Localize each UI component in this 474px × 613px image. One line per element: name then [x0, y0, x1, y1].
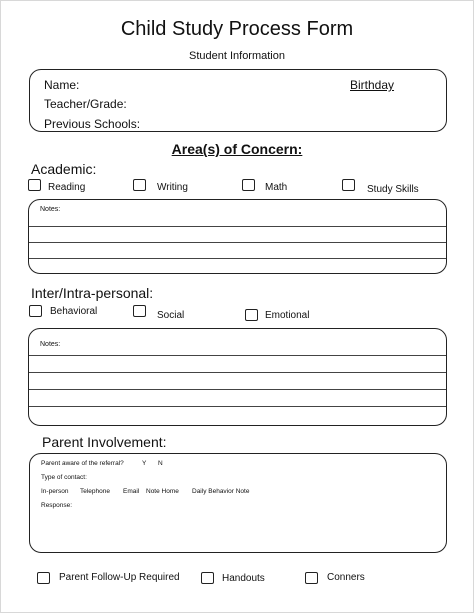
math-label: Math — [265, 182, 288, 193]
social-label: Social — [157, 310, 185, 321]
social-checkbox[interactable] — [133, 305, 146, 317]
follow-up-label: Parent Follow-Up Required — [59, 572, 180, 583]
math-checkbox[interactable] — [242, 179, 255, 191]
emotional-label: Emotional — [265, 310, 310, 321]
parent-involvement-box[interactable] — [29, 453, 447, 553]
concern-heading: Area(s) of Concern: — [171, 141, 303, 157]
previous-schools-label: Previous Schools: — [44, 117, 141, 131]
parent-aware-no[interactable]: N — [158, 460, 163, 467]
writing-checkbox[interactable] — [133, 179, 146, 191]
name-label: Name: — [44, 78, 80, 92]
interpersonal-notes-line — [29, 355, 446, 356]
parent-aware-yes[interactable]: Y — [142, 460, 147, 467]
form-title: Child Study Process Form — [120, 18, 354, 40]
interpersonal-notes-line — [29, 406, 446, 407]
form-subtitle: Student Information — [188, 50, 285, 62]
interpersonal-notes-line — [29, 372, 446, 373]
conners-checkbox[interactable] — [305, 572, 318, 584]
contact-in-person: In-person — [41, 488, 69, 495]
study-skills-label: Study Skills — [367, 184, 419, 195]
academic-notes-box[interactable] — [28, 199, 447, 274]
academic-heading: Academic: — [31, 161, 97, 177]
handouts-label: Handouts — [222, 573, 265, 584]
academic-notes-line — [29, 258, 446, 259]
contact-telephone: Telephone — [80, 488, 110, 495]
behavioral-checkbox[interactable] — [29, 305, 42, 317]
birthday-label: Birthday — [350, 78, 395, 92]
academic-notes-line — [29, 226, 446, 227]
study-skills-checkbox[interactable] — [342, 179, 355, 191]
contact-daily-behavior-note: Daily Behavior Note — [192, 488, 250, 495]
parent-heading: Parent Involvement: — [42, 434, 167, 450]
academic-notes-line — [29, 242, 446, 243]
teacher-grade-label: Teacher/Grade: — [44, 97, 127, 111]
interpersonal-notes-line — [29, 389, 446, 390]
interpersonal-heading: Inter/Intra-personal: — [31, 285, 154, 301]
reading-label: Reading — [48, 182, 86, 193]
academic-notes-label: Notes: — [40, 206, 61, 213]
follow-up-checkbox[interactable] — [37, 572, 50, 584]
behavioral-label: Behavioral — [50, 306, 98, 317]
conners-label: Conners — [327, 572, 365, 583]
response-label: Response: — [41, 502, 73, 509]
interpersonal-notes-label: Notes: — [40, 341, 61, 348]
contact-type-label: Type of contact: — [41, 474, 87, 481]
writing-label: Writing — [157, 182, 188, 193]
interpersonal-notes-box[interactable] — [28, 328, 447, 426]
emotional-checkbox[interactable] — [245, 309, 258, 321]
handouts-checkbox[interactable] — [201, 572, 214, 584]
contact-note-home: Note Home — [146, 488, 179, 495]
parent-aware-label: Parent aware of the referral? — [41, 460, 124, 467]
reading-checkbox[interactable] — [28, 179, 41, 191]
contact-email: Email — [123, 488, 140, 495]
